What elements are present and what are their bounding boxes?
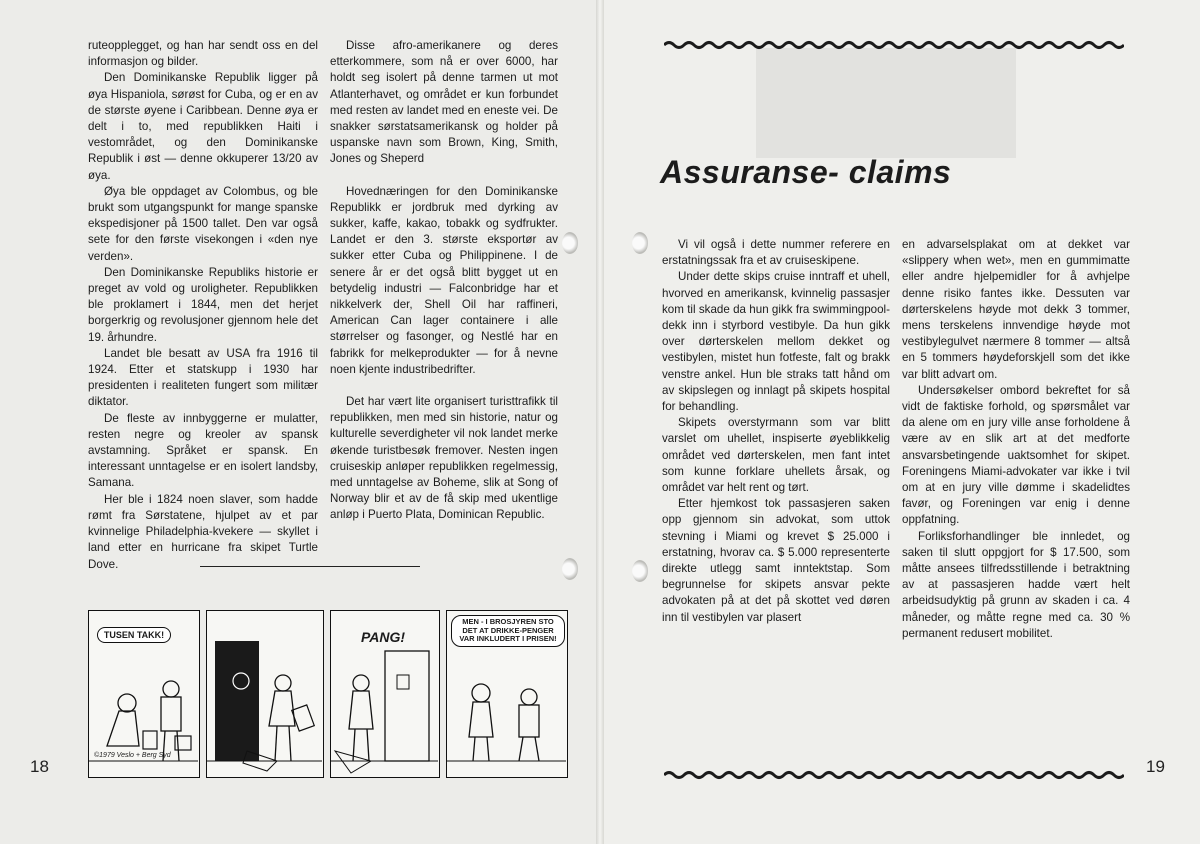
comic-strip — [88, 610, 568, 778]
speech-bubble: MEN - I BROSJYREN STO DET AT DRIKKE-PENGER VAR INKLUDERT I PRISEN! — [451, 615, 565, 647]
paragraph: Forliksforhandlinger ble innledet, og saken til slutt oppgjort for $ 17.500, som måtte ansees tilfredsstillende i betraktning av at passasjeren hadde vært helt arbeidsudyktig på grunn av skaden i ca. 4 måneder, og måtte regne med ca. 30 % permanent redusert mobilitet. — [902, 529, 1130, 640]
paragraph: Her ble i 1824 noen slaver, som hadde rømt fra Sørstatene, hjulpet av et par kvinnelige Philadelphia-kvekere — skyllet i land etter en hurricane fra skipet Turtle Dove. — [88, 492, 318, 571]
page-number: 19 — [1146, 757, 1165, 776]
paragraph: ruteopplegget, og han har sendt oss en del informasjon og bilder. — [88, 39, 318, 69]
artist-signature: ©1979 Veslo + Berg Syd — [94, 752, 171, 759]
article-title: Assuranse- claims — [660, 154, 952, 190]
comic-drawing — [447, 611, 566, 776]
paragraph: Den Dominikanske Republiks historie er preget av vold og uroligheter. Republikken ble proklamert i 1844, men det herjet borgerkrig og revolusjoner gjennom hele det 19. århundre. — [88, 265, 318, 344]
paragraph: Den Dominikanske Republik ligger på øya Hispaniola, sørøst for Cuba, og er en av de største øyene i Caribbean. Denne øya er delt i to, med republikken Haiti i vestområdet, og den Dominikanske Republik i øst — denne okkuperer 13/20 av øya. — [88, 71, 318, 182]
comic-drawing — [207, 611, 322, 776]
decorative-wave-rule — [664, 770, 1124, 780]
paragraph: Vi vil også i dette nummer referere en erstatningssak fra et av cruiseskipene. — [662, 238, 890, 268]
comic-panel-4 — [446, 610, 568, 778]
paragraph: en advarselsplakat om at dekket var «slippery when wet», men en gummimatte eller andre hjelpemidler for å avhjelpe denne risiko fantes ikke. Dessuten var dørterskelens høyde mot dekk 3 tommer, mens terskelens innvendige høyde mot vestibylegulvet nærmere 8 tommer — altså en 5 tommers høydeforskjell som det ikke var blitt advart om. — [902, 238, 1130, 381]
comic-drawing — [331, 611, 438, 776]
show-through-image — [756, 48, 1016, 158]
speech-bubble: TUSEN TAKK! — [97, 627, 171, 643]
right-column-2 — [902, 237, 1130, 642]
comic-panel-2 — [206, 610, 324, 778]
left-column-1 — [88, 38, 318, 573]
punch-hole — [632, 560, 648, 582]
paragraph: Øya ble oppdaget av Colombus, og ble brukt som utgangspunkt for mange spanske ekspedisjoner på 1500 tallet. Den var også sete for den første visekongen i «den nye verden». — [88, 184, 318, 263]
paragraph: Skipets overstyrmann som var blitt varslet om uhellet, inspiserte øyeblikkelig området ved dørterskelen, men fant intet som kunne forklare uhellets årsak, og området var helt rent og tørt. — [662, 416, 890, 495]
decorative-wave-rule — [664, 40, 1124, 50]
right-column-1 — [662, 237, 890, 626]
comic-panel-3 — [330, 610, 440, 778]
paragraph: De fleste av innbyggerne er mulatter, resten negre og kreoler av spansk avstamning. Språket er spansk. En interessant unntagelse er en isolert landsby, Samana. — [88, 411, 318, 490]
paragraph: Det har vært lite organisert turisttrafikk til republikken, men med sin historie, natur og kulturelle severdigheter vil nok landet merke økende turistbesøk fremover. Nesten ingen cruiseskip anløper republikken regelmessig, med unntagelse av Boheme, slik at Song of Norway blir et av de få skip med ukentlige anløp i Puerto Plata, Dominican Republic. — [330, 395, 558, 522]
paragraph: Landet ble besatt av USA fra 1916 til 1924. Etter et statskupp i 1930 har presidenten i realiteten fungert som militær diktator. — [88, 346, 318, 409]
paragraph: Hovednæringen for den Dominikanske Republikk er jordbruk med dyrking av sukker, kaffe, kakao, tobakk og sydfrukter. Landet er den 3. største eksportør av sukker etter Cuba og Philippinene. I de senere år er det også blitt bygget ut en betydelig industri — Falconbridge har et nikkelverk der, Shell Oil har raffineri, American Can lager containere i alle størrelser og fasonger, og Nestlé har en fabrikk for melkeprodukter — for å nevne noen kjente industribedrifter. — [330, 184, 558, 376]
paragraph: Undersøkelser ombord bekreftet for så vidt de faktiske forhold, og spørsmålet var da alene om en jury ville anse forholdene å være av en slik art at det medforte ansvarsbetingende uaktsomhet for skipet. Foreningens Miami-advokater var ikke i tvil om at en jury ville dømme i skadelidtes favør, og Foreningen var enig i denne oppfatning. — [902, 383, 1130, 527]
binding-spine — [596, 0, 604, 844]
page-number: 18 — [30, 757, 49, 776]
punch-hole — [632, 232, 648, 254]
paragraph: Under dette skips cruise inntraff et uhell, hvorved en amerikansk, kvinnelig passasjer kom til skade da hun gikk fra swimmingpool-dekk inn i styrbord vestibyle. Da hun gikk over dørterskelen mellom dekket og vestibylen, mistet hun fotfeste, falt og brakk venstre ankel. Hun ble straks tatt hånd om av skipslegen og innlagt på skipets hospital for behandling. — [662, 270, 890, 414]
left-column-2 — [330, 38, 558, 524]
punch-hole — [562, 232, 578, 254]
paragraph: Etter hjemkost tok passasjeren saken opp gjennom sin advokat, som uttok stevning i Miami og krevet $ 25.000 i erstatning, hvorav ca. $ 5.000 representerte direkte utlegg samt inntektstap. Som begrunnelse for skipets ansvar pekte advokaten på at det på skottet ved døren inn til vestibylen var plasert — [662, 497, 890, 624]
paragraph: Disse afro-amerikanere og deres etterkommere, som nå er over 6000, har holdt seg isolert på denne tarmen ut mot Atlanterhavet, og området er kun forbundet med resten av landet med en eneste vei. De snakker sørstatsamerikansk og holder på uspanske navn som Brown, King, Smith, Jones og Sheperd — [330, 39, 558, 166]
punch-hole — [562, 558, 578, 580]
sound-effect-text: PANG! — [361, 629, 406, 645]
divider-line — [200, 566, 420, 567]
